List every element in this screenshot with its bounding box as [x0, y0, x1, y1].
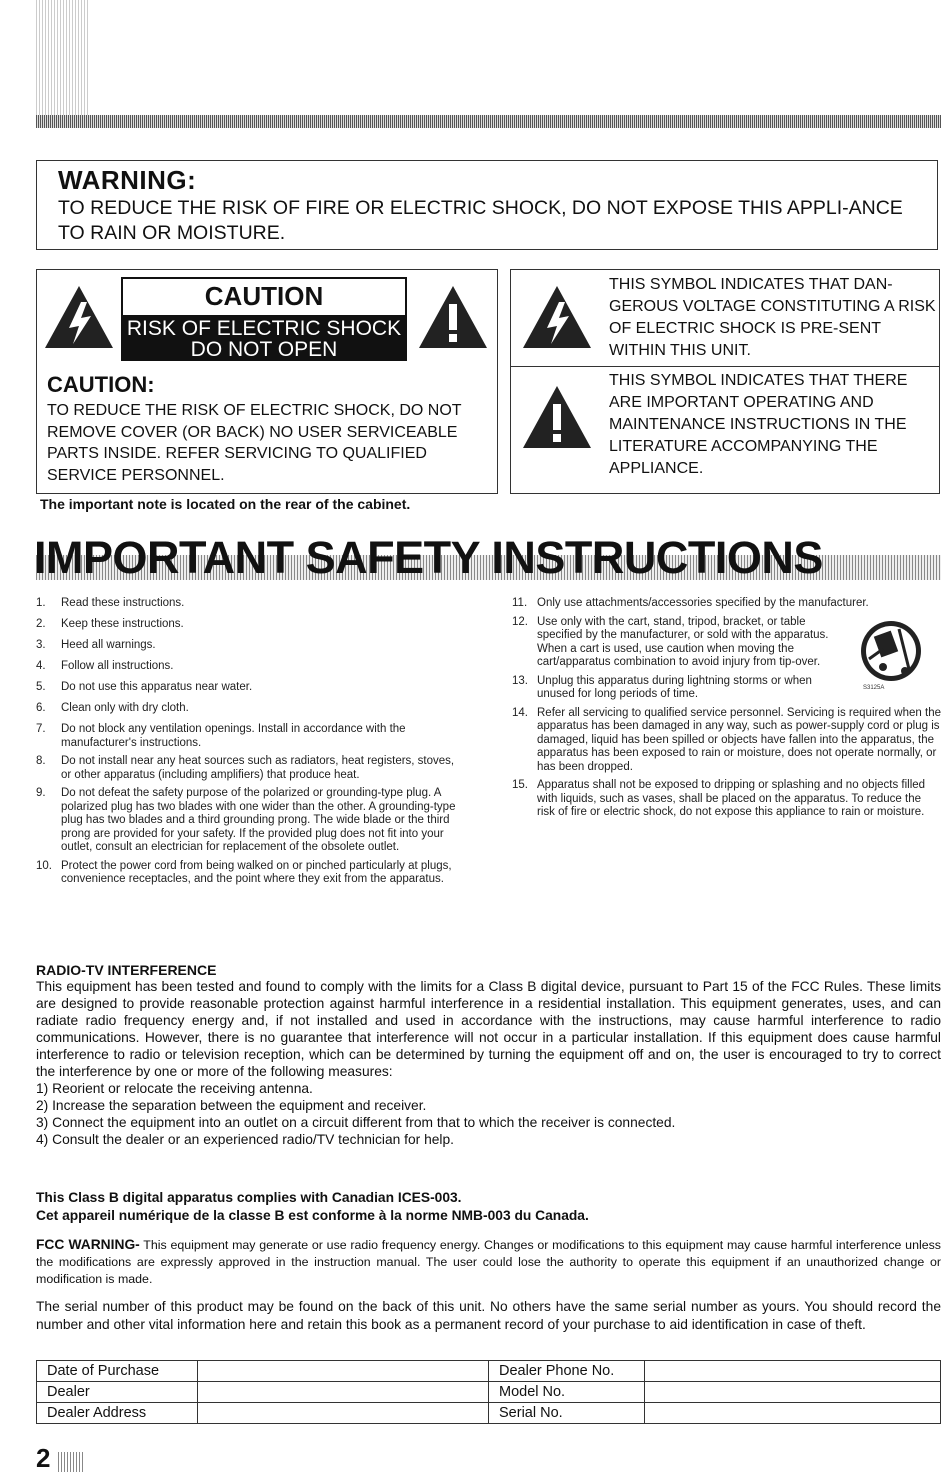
- entry-field[interactable]: [198, 1361, 489, 1382]
- lightning-triangle-icon: [43, 284, 115, 350]
- caution-box: [36, 269, 498, 494]
- entry-field[interactable]: [198, 1403, 489, 1424]
- table-label: Serial No.: [489, 1403, 645, 1424]
- warning-box: [36, 160, 938, 250]
- caution-label-line2: DO NOT OPEN: [190, 338, 338, 361]
- symbol-legend-box: [510, 269, 940, 494]
- entry-field[interactable]: [645, 1403, 941, 1424]
- canada-compliance-en: This Class B digital apparatus complies with Canadian ICES-003.: [36, 1190, 462, 1205]
- corner-decoration: [36, 0, 88, 128]
- table-label: Date of Purchase: [37, 1361, 198, 1382]
- caution-label: [121, 277, 407, 361]
- instruction-item: [36, 787, 466, 855]
- table-row: [37, 1361, 941, 1382]
- warning-title: WARNING:: [58, 165, 197, 195]
- instruction-number: 2.: [36, 618, 46, 630]
- exclamation-triangle-icon: [417, 284, 489, 350]
- instruction-item: [36, 860, 466, 887]
- instructions-left: [36, 597, 466, 892]
- radio-tv-title: RADIO-TV INTERFERENCE: [36, 962, 217, 978]
- caution-label-title: CAUTION: [204, 281, 324, 311]
- instruction-item: [512, 707, 941, 775]
- canada-compliance-fr: Cet appareil numérique de la classe B est conforme à la norme NMB-003 du Canada.: [36, 1208, 589, 1223]
- instruction-number: 3.: [36, 639, 46, 651]
- purchase-record-table: [36, 1360, 941, 1424]
- instruction-text: Do not use this apparatus near water.: [61, 681, 253, 693]
- instruction-item: [36, 702, 466, 716]
- radio-tv-text: This equipment has been tested and found to comply with the limits for a Class B digital device, pursuant to Part 15 of the FCC Rules. These limits are designed to provide reasonable protection against harmful interference in a residential installation. This equipment generates, uses, and can radiate radio frequency energy and, if not installed and used in accordance with the instructions, may cause harmful interference to radio communications. However, there is no guarantee that interference will not occur in a particular installation. If this equipment does cause harmful interference to radio or television reception, which can be determined by turning the equipment off and on, the user is encouraged to try to correct the interference by one or more of the following measures:: [36, 979, 941, 1079]
- list-item: 3) Connect the equipment into an outlet on a circuit different from that to which the receiver is connected.: [36, 1115, 676, 1130]
- instruction-item: [512, 597, 941, 611]
- caution-label-banner: [123, 315, 405, 361]
- instruction-item: [36, 723, 466, 750]
- instruction-text: Read these instructions.: [61, 597, 185, 609]
- instruction-text: Do not block any ventilation openings. Install in accordance with the manufacturer's instructions.: [61, 723, 406, 749]
- exclamation-triangle-icon: [521, 384, 593, 450]
- table-label: Dealer: [37, 1382, 198, 1403]
- instruction-number: 4.: [36, 660, 46, 672]
- page-number: 2: [36, 1443, 51, 1473]
- fcc-warning-label: FCC WARNING-: [36, 1237, 140, 1252]
- page-title: IMPORTANT SAFETY INSTRUCTIONS: [34, 532, 823, 583]
- instruction-number: 14.: [512, 706, 528, 719]
- list-item: 1) Reorient or relocate the receiving antenna.: [36, 1081, 313, 1096]
- serial-number-text: The serial number of this product may be found on the back of this unit. No others have the same serial number as yours. You should record the number and other vital information here and retain this book as a permanent record of your purchase to aid identification in case of theft.: [36, 1299, 941, 1332]
- caution-text: TO REDUCE THE RISK OF ELECTRIC SHOCK, DO NOT REMOVE COVER (OR BACK) NO USER SERVICEABLE PARTS INSIDE. REFER SERVICING TO QUALIFIED SERVICE PERSONNEL.: [47, 402, 462, 484]
- instruction-number: 9.: [36, 787, 46, 799]
- instruction-item: [36, 618, 466, 632]
- divider: [511, 366, 939, 367]
- instruction-text: Use only with the cart, stand, tripod, bracket, or table specified by the manufacturer, or sold with the apparatus. When a cart is used, use caution when moving the cart/apparatus combination to avoid injury from tip-over.: [537, 615, 829, 668]
- entry-field[interactable]: [198, 1382, 489, 1403]
- instruction-number: 1.: [36, 597, 46, 609]
- instruction-number: 15.: [512, 779, 528, 791]
- instruction-number: 5.: [36, 681, 46, 693]
- instruction-number: 10.: [36, 859, 52, 872]
- instruction-item: [36, 660, 466, 674]
- lightning-triangle-icon: [521, 284, 593, 350]
- instruction-number: 12.: [512, 615, 528, 628]
- list-item: 2) Increase the separation between the equipment and receiver.: [36, 1098, 427, 1113]
- instruction-number: 11.: [512, 597, 528, 609]
- instruction-number: 6.: [36, 702, 46, 714]
- instruction-text: Apparatus shall not be exposed to dripping or splashing and no objects filled with liquids, such as vases, shall be placed on the apparatus. To reduce the risk of fire or electric shock, do not expose this appliance to rain or moisture.: [537, 779, 926, 818]
- table-label: Dealer Address: [37, 1403, 198, 1424]
- rear-note: The important note is located on the rear of the cabinet.: [40, 496, 411, 512]
- entry-field[interactable]: [645, 1361, 941, 1382]
- table-label: Model No.: [489, 1382, 645, 1403]
- exclamation-symbol-text: THIS SYMBOL INDICATES THAT THERE ARE IMPORTANT OPERATING AND MAINTENANCE INSTRUCTIONS IN THE LITERATURE ACCOMPANYING THE APPLIANCE.: [609, 372, 908, 477]
- instruction-text: Clean only with dry cloth.: [61, 702, 189, 714]
- instruction-text: Do not install near any heat sources such as radiators, heat registers, stoves, or other apparatus (including amplifiers) that produce heat.: [61, 755, 455, 781]
- table-label: Dealer Phone No.: [489, 1361, 645, 1382]
- instruction-number: 7.: [36, 723, 46, 735]
- top-band-decoration: [36, 115, 941, 128]
- entry-field[interactable]: [645, 1382, 941, 1403]
- instruction-item: [512, 779, 941, 820]
- lightning-symbol-text: THIS SYMBOL INDICATES THAT DAN-GEROUS VOLTAGE CONSTITUTING A RISK OF ELECTRIC SHOCK IS PRE-SENT WITHIN THIS UNIT.: [609, 276, 936, 359]
- page-number-decoration: [58, 1452, 84, 1472]
- instruction-number: 8.: [36, 755, 46, 767]
- table-row: [37, 1403, 941, 1424]
- fcc-warning-text: This equipment may generate or use radio frequency energy. Changes or modifications to this equipment may cause harmful interference unless the modifications are expressly approved in the instruction manual. The user could lose the authority to operate this equipment if an unauthorized change or modification is made.: [36, 1238, 941, 1286]
- instruction-item: [36, 755, 466, 782]
- instruction-text: Keep these instructions.: [61, 618, 184, 630]
- instruction-item: [36, 639, 466, 653]
- caution-heading: CAUTION:: [47, 372, 155, 397]
- instruction-text: Refer all servicing to qualified service personnel. Servicing is required when the apparatus has been damaged in any way, such as power-supply cord or plug is damaged, liquid has been spilled or objects have fallen into the apparatus, the apparatus has been exposed to rain or moisture, does not operate normally, or has been dropped.: [537, 706, 941, 773]
- instruction-item: [36, 681, 466, 695]
- instruction-item: [36, 597, 466, 611]
- instruction-text: Protect the power cord from being walked on or pinched particularly at plugs, convenience receptacles, and the point where they exit from the apparatus.: [61, 859, 452, 885]
- instruction-text: Only use attachments/accessories specified by the manufacturer.: [537, 597, 869, 609]
- instruction-text: Follow all instructions.: [61, 660, 174, 672]
- warning-text: TO REDUCE THE RISK OF FIRE OR ELECTRIC SHOCK, DO NOT EXPOSE THIS APPLI-ANCE TO RAIN OR MOISTURE.: [58, 197, 903, 244]
- fcc-warning: [36, 1236, 941, 1288]
- instruction-number: 13.: [512, 674, 528, 687]
- table-row: [37, 1382, 941, 1403]
- instruction-text: Heed all warnings.: [61, 639, 156, 651]
- instruction-text: Unplug this apparatus during lightning storms or when unused for long periods of time.: [537, 674, 812, 700]
- cart-warning-icon: [843, 619, 925, 691]
- instruction-text: Do not defeat the safety purpose of the polarized or grounding-type plug. A polarized plug has two blades with one wider than the other. A grounding-type plug has two blades and a third grounding prong. The wide blade or the third prong are provided for your safety. If the provided plug does not fit into your outlet, consult an electrician for replacement of the obsolete outlet.: [61, 787, 456, 853]
- cart-icon-code: S3125A: [863, 685, 885, 691]
- list-item: 4) Consult the dealer or an experienced radio/TV technician for help.: [36, 1132, 454, 1147]
- caution-label-line1: RISK OF ELECTRIC SHOCK: [126, 317, 402, 340]
